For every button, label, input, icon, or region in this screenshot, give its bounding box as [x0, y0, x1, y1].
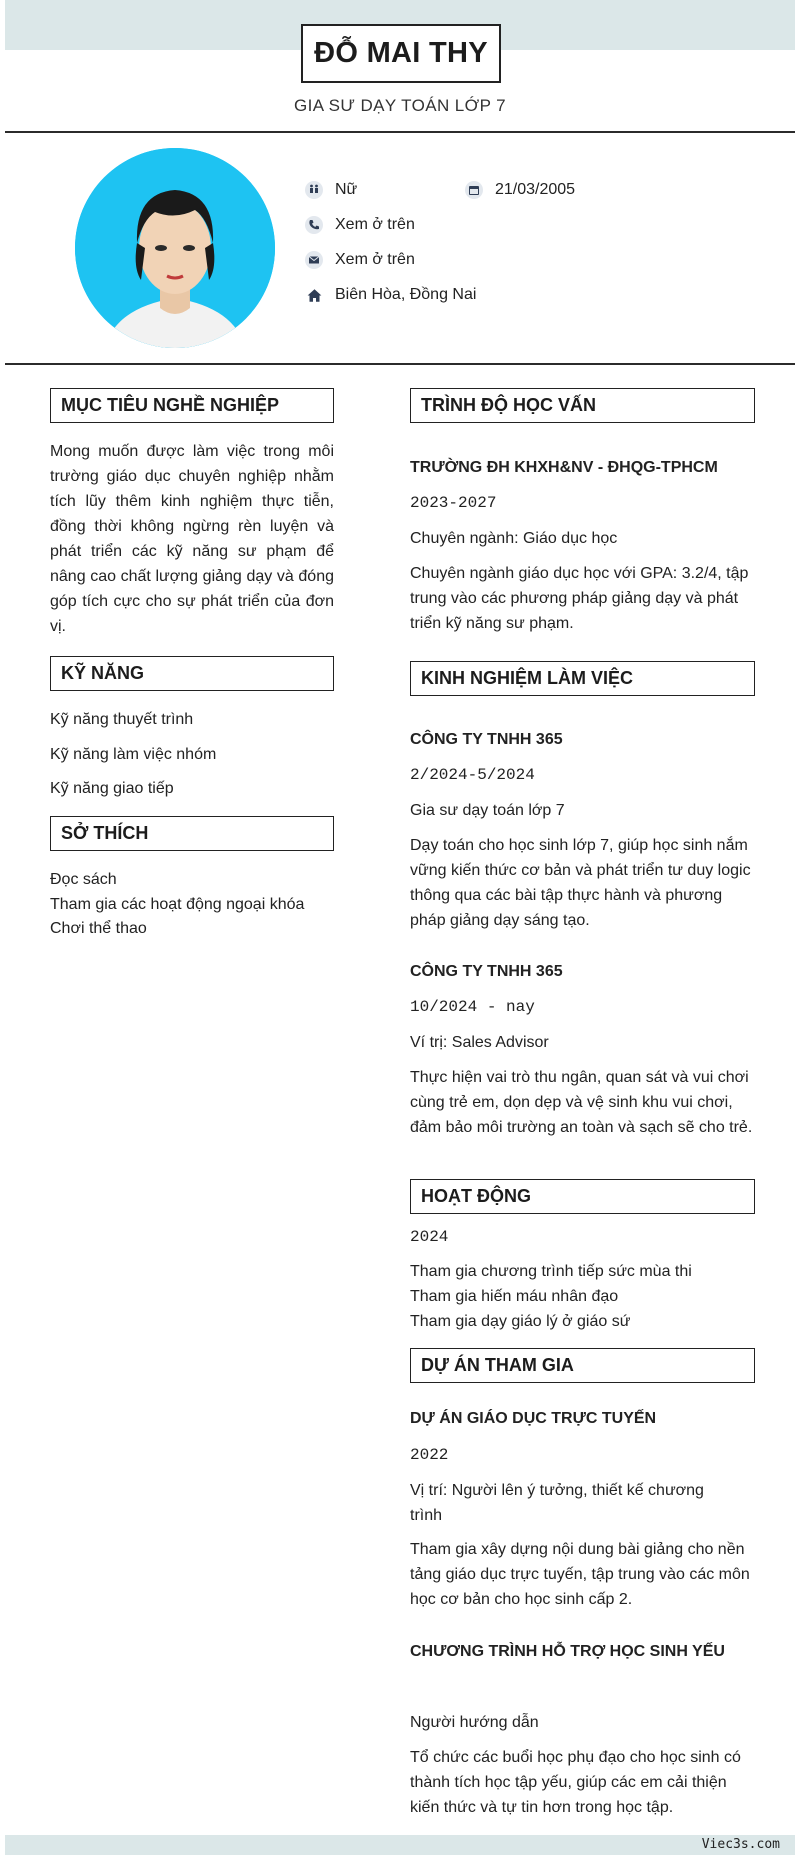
email-row — [305, 251, 415, 269]
skill-item: Kỹ năng làm việc nhóm — [50, 746, 217, 763]
activity-item: Tham gia hiến máu nhân đạo — [410, 1288, 619, 1305]
job-title: GIA SƯ DẠY TOÁN LỚP 7 — [294, 96, 506, 115]
home-icon — [305, 286, 323, 304]
activity-item: Tham gia dạy giáo lý ở giáo sứ — [410, 1313, 631, 1330]
objective-text: Mong muốn được làm việc trong môi trường giáo dục chuyên nghiệp nhằm tích lũy thêm kinh nghiệm thực tiễn, đồng thời không ngừng rèn luyện và phát triển các kỹ năng sư phạm để nâng cao chất lượng giảng dạy và đóng góp tích cực cho sự phát triển của đơn vị. — [50, 443, 334, 635]
profile-photo — [75, 148, 275, 348]
address-value: Biên Hòa, Đồng Nai — [335, 286, 477, 303]
email-value: Xem ở trên — [335, 251, 415, 268]
gender-value: Nữ — [335, 181, 358, 198]
hobby-item: Đọc sách — [50, 871, 117, 888]
project-role: Vị trí: Người lên ý tưởng, thiết kế chương trình — [410, 1482, 704, 1524]
birthdate-value: 21/03/2005 — [495, 181, 576, 198]
project-role: Người hướng dẫn — [410, 1714, 539, 1731]
project-name: DỰ ÁN GIÁO DỤC TRỰC TUYẾN — [410, 1410, 657, 1427]
candidate-name: ĐỖ MAI THY — [314, 37, 488, 69]
gender-row — [305, 181, 357, 199]
experience-company: CÔNG TY TNHH 365 — [410, 731, 563, 748]
hobbies-heading: SỞ THÍCH — [50, 816, 334, 851]
experience-period: 10/2024 - nay — [410, 998, 535, 1016]
hobby-item: Tham gia các hoạt động ngoại khóa — [50, 896, 305, 913]
objective-heading: MỤC TIÊU NGHỀ NGHIỆP — [50, 388, 334, 423]
experience-description: Dạy toán cho học sinh lớp 7, giúp học sinh nắm vững kiến thức cơ bản và phát triển tư duy logic thông qua các bài tập thực hành và phương pháp giảng dạy sáng tạo. — [410, 837, 751, 929]
phone-row — [305, 216, 415, 234]
project-description: Tham gia xây dựng nội dung bài giảng cho nền tảng giáo dục trực tuyến, tập trung vào các môn học cơ bản cho học sinh cấp 2. — [410, 1541, 750, 1608]
education-heading: TRÌNH ĐỘ HỌC VẤN — [410, 388, 755, 423]
watermark: Viec3s.com — [701, 1837, 780, 1852]
phone-icon — [305, 216, 323, 234]
portrait-illustration — [75, 148, 275, 348]
education-school: TRƯỜNG ĐH KHXH&NV - ĐHQG-TPHCM — [410, 459, 718, 476]
experience-period: 2/2024-5/2024 — [410, 766, 535, 784]
footer-band — [5, 1835, 795, 1855]
calendar-icon — [465, 181, 483, 199]
education-major: Chuyên ngành: Giáo dục học — [410, 530, 618, 547]
contact-divider — [5, 363, 795, 365]
header-divider — [5, 131, 795, 133]
education-period: 2023-2027 — [410, 494, 497, 512]
birthdate-row — [465, 181, 575, 199]
name-box — [301, 24, 501, 83]
project-year: 2022 — [410, 1446, 449, 1464]
project-description: Tổ chức các buổi học phụ đạo cho học sinh có thành tích học tập yếu, giúp các em cải thiện kiến thức và tự tin hơn trong học tập. — [410, 1749, 741, 1816]
gender-icon — [305, 181, 323, 199]
skills-heading: KỸ NĂNG — [50, 656, 334, 691]
phone-value: Xem ở trên — [335, 216, 415, 233]
experience-description: Thực hiện vai trò thu ngân, quan sát và vui chơi cùng trẻ em, dọn dẹp và vệ sinh khu vui chơi, đảm bảo môi trường an toàn và sạch sẽ cho trẻ. — [410, 1069, 753, 1136]
experience-heading: KINH NGHIỆM LÀM VIỆC — [410, 661, 755, 696]
projects-heading: DỰ ÁN THAM GIA — [410, 1348, 755, 1383]
project-name: CHƯƠNG TRÌNH HỖ TRỢ HỌC SINH YẾU — [410, 1643, 725, 1660]
activities-heading: HOẠT ĐỘNG — [410, 1179, 755, 1214]
education-description: Chuyên ngành giáo dục học với GPA: 3.2/4, tập trung vào các phương pháp giảng dạy và phát triển kỹ năng sư phạm. — [410, 565, 749, 632]
envelope-icon — [305, 251, 323, 269]
address-row — [305, 286, 476, 304]
experience-company: CÔNG TY TNHH 365 — [410, 963, 563, 980]
skill-item: Kỹ năng giao tiếp — [50, 780, 174, 797]
hobby-item: Chơi thể thao — [50, 920, 147, 937]
experience-role: Gia sư dạy toán lớp 7 — [410, 802, 565, 819]
skill-item: Kỹ năng thuyết trình — [50, 711, 194, 728]
activities-year: 2024 — [410, 1228, 449, 1246]
cv-page — [5, 0, 795, 1855]
activity-item: Tham gia chương trình tiếp sức mùa thi — [410, 1263, 692, 1280]
experience-role: Ví trị: Sales Advisor — [410, 1034, 549, 1051]
